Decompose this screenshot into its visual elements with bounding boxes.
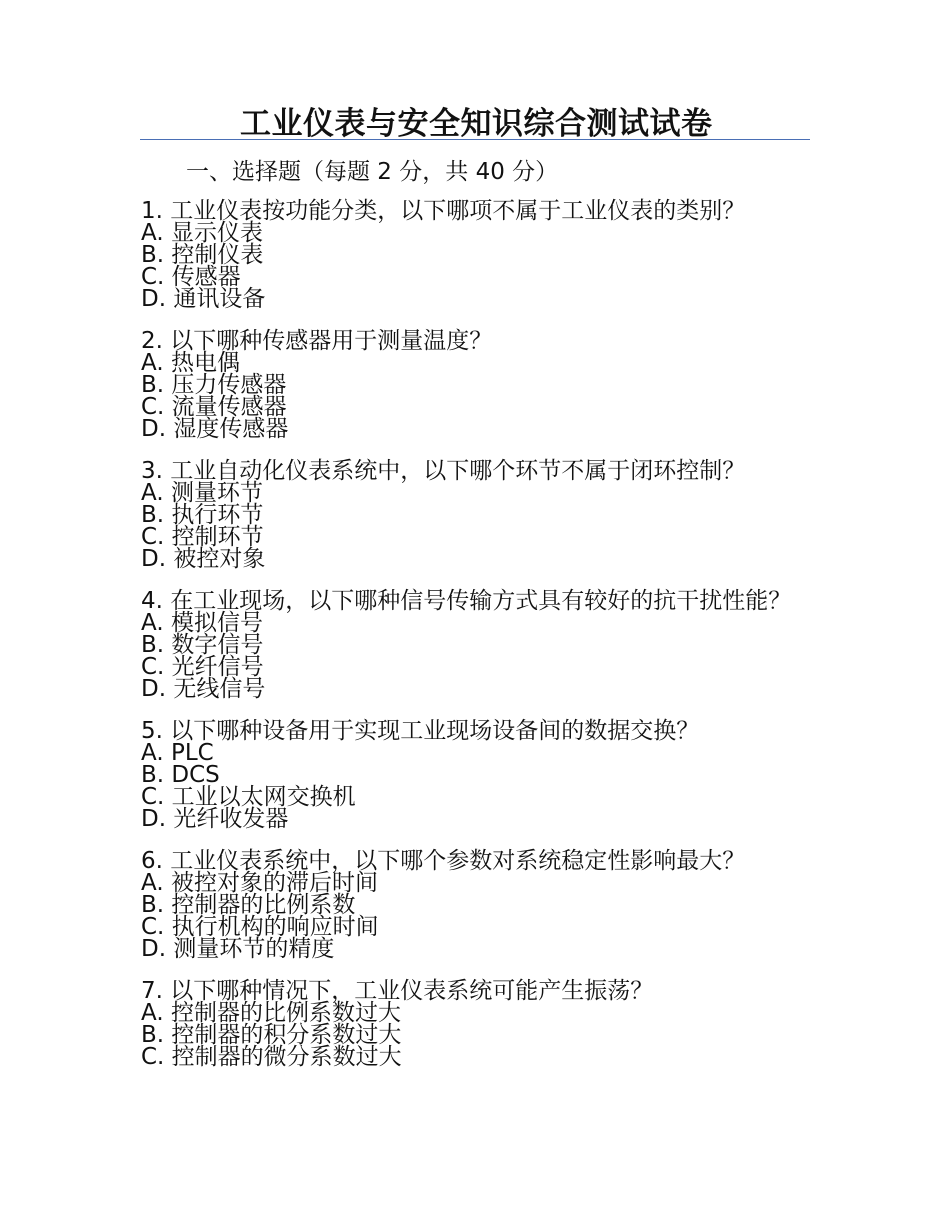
option-d: D. 被控对象 (141, 546, 266, 572)
option-c: C. 执行机构的响应时间 (141, 914, 379, 940)
option-a: A. PLC (141, 740, 214, 766)
option-b: B. 控制器的比例系数 (141, 892, 356, 918)
question-1 (141, 200, 801, 310)
question-stem: 3. 工业自动化仪表系统中，以下哪个环节不属于闭环控制？ (141, 458, 746, 484)
question-3 (141, 460, 801, 570)
option-b: B. 压力传感器 (141, 372, 287, 398)
question-stem: 5. 以下哪种设备用于实现工业现场设备间的数据交换？ (141, 718, 700, 744)
option-a: A. 热电偶 (141, 350, 240, 376)
title-underline (140, 139, 810, 140)
question-7 (141, 980, 801, 1068)
option-c: C. 流量传感器 (141, 394, 287, 420)
option-b: B. 执行环节 (141, 502, 264, 528)
question-stem: 4. 在工业现场，以下哪种信号传输方式具有较好的抗干扰性能？ (141, 588, 792, 614)
option-b: B. 控制器的积分系数过大 (141, 1022, 402, 1048)
option-a: A. 显示仪表 (141, 220, 263, 246)
section-heading: 一、选择题（每题 2 分，共 40 分） (186, 159, 559, 185)
option-a: A. 模拟信号 (141, 610, 263, 636)
question-list (141, 200, 801, 1088)
option-c: C. 光纤信号 (141, 654, 264, 680)
option-c: C. 传感器 (141, 264, 241, 290)
option-a: A. 测量环节 (141, 480, 263, 506)
option-b: B. 数字信号 (141, 632, 264, 658)
question-stem: 2. 以下哪种传感器用于测量温度？ (141, 328, 493, 354)
option-c: C. 控制器的微分系数过大 (141, 1044, 402, 1070)
option-b: B. DCS (141, 762, 220, 788)
option-d: D. 测量环节的精度 (141, 936, 335, 962)
question-stem: 7. 以下哪种情况下，工业仪表系统可能产生振荡？ (141, 978, 654, 1004)
option-b: B. 控制仪表 (141, 242, 264, 268)
question-2 (141, 330, 801, 440)
question-stem: 1. 工业仪表按功能分类，以下哪项不属于工业仪表的类别？ (141, 198, 746, 224)
question-stem: 6. 工业仪表系统中，以下哪个参数对系统稳定性影响最大？ (141, 848, 746, 874)
option-d: D. 湿度传感器 (141, 416, 289, 442)
option-a: A. 控制器的比例系数过大 (141, 1000, 401, 1026)
option-d: D. 通讯设备 (141, 286, 266, 312)
question-6 (141, 850, 801, 960)
option-d: D. 无线信号 (141, 676, 266, 702)
question-4 (141, 590, 801, 700)
option-c: C. 控制环节 (141, 524, 264, 550)
option-c: C. 工业以太网交换机 (141, 784, 356, 810)
option-a: A. 被控对象的滞后时间 (141, 870, 378, 896)
document-title: 工业仪表与安全知识综合测试试卷 (240, 106, 713, 142)
question-5 (141, 720, 801, 830)
option-d: D. 光纤收发器 (141, 806, 289, 832)
